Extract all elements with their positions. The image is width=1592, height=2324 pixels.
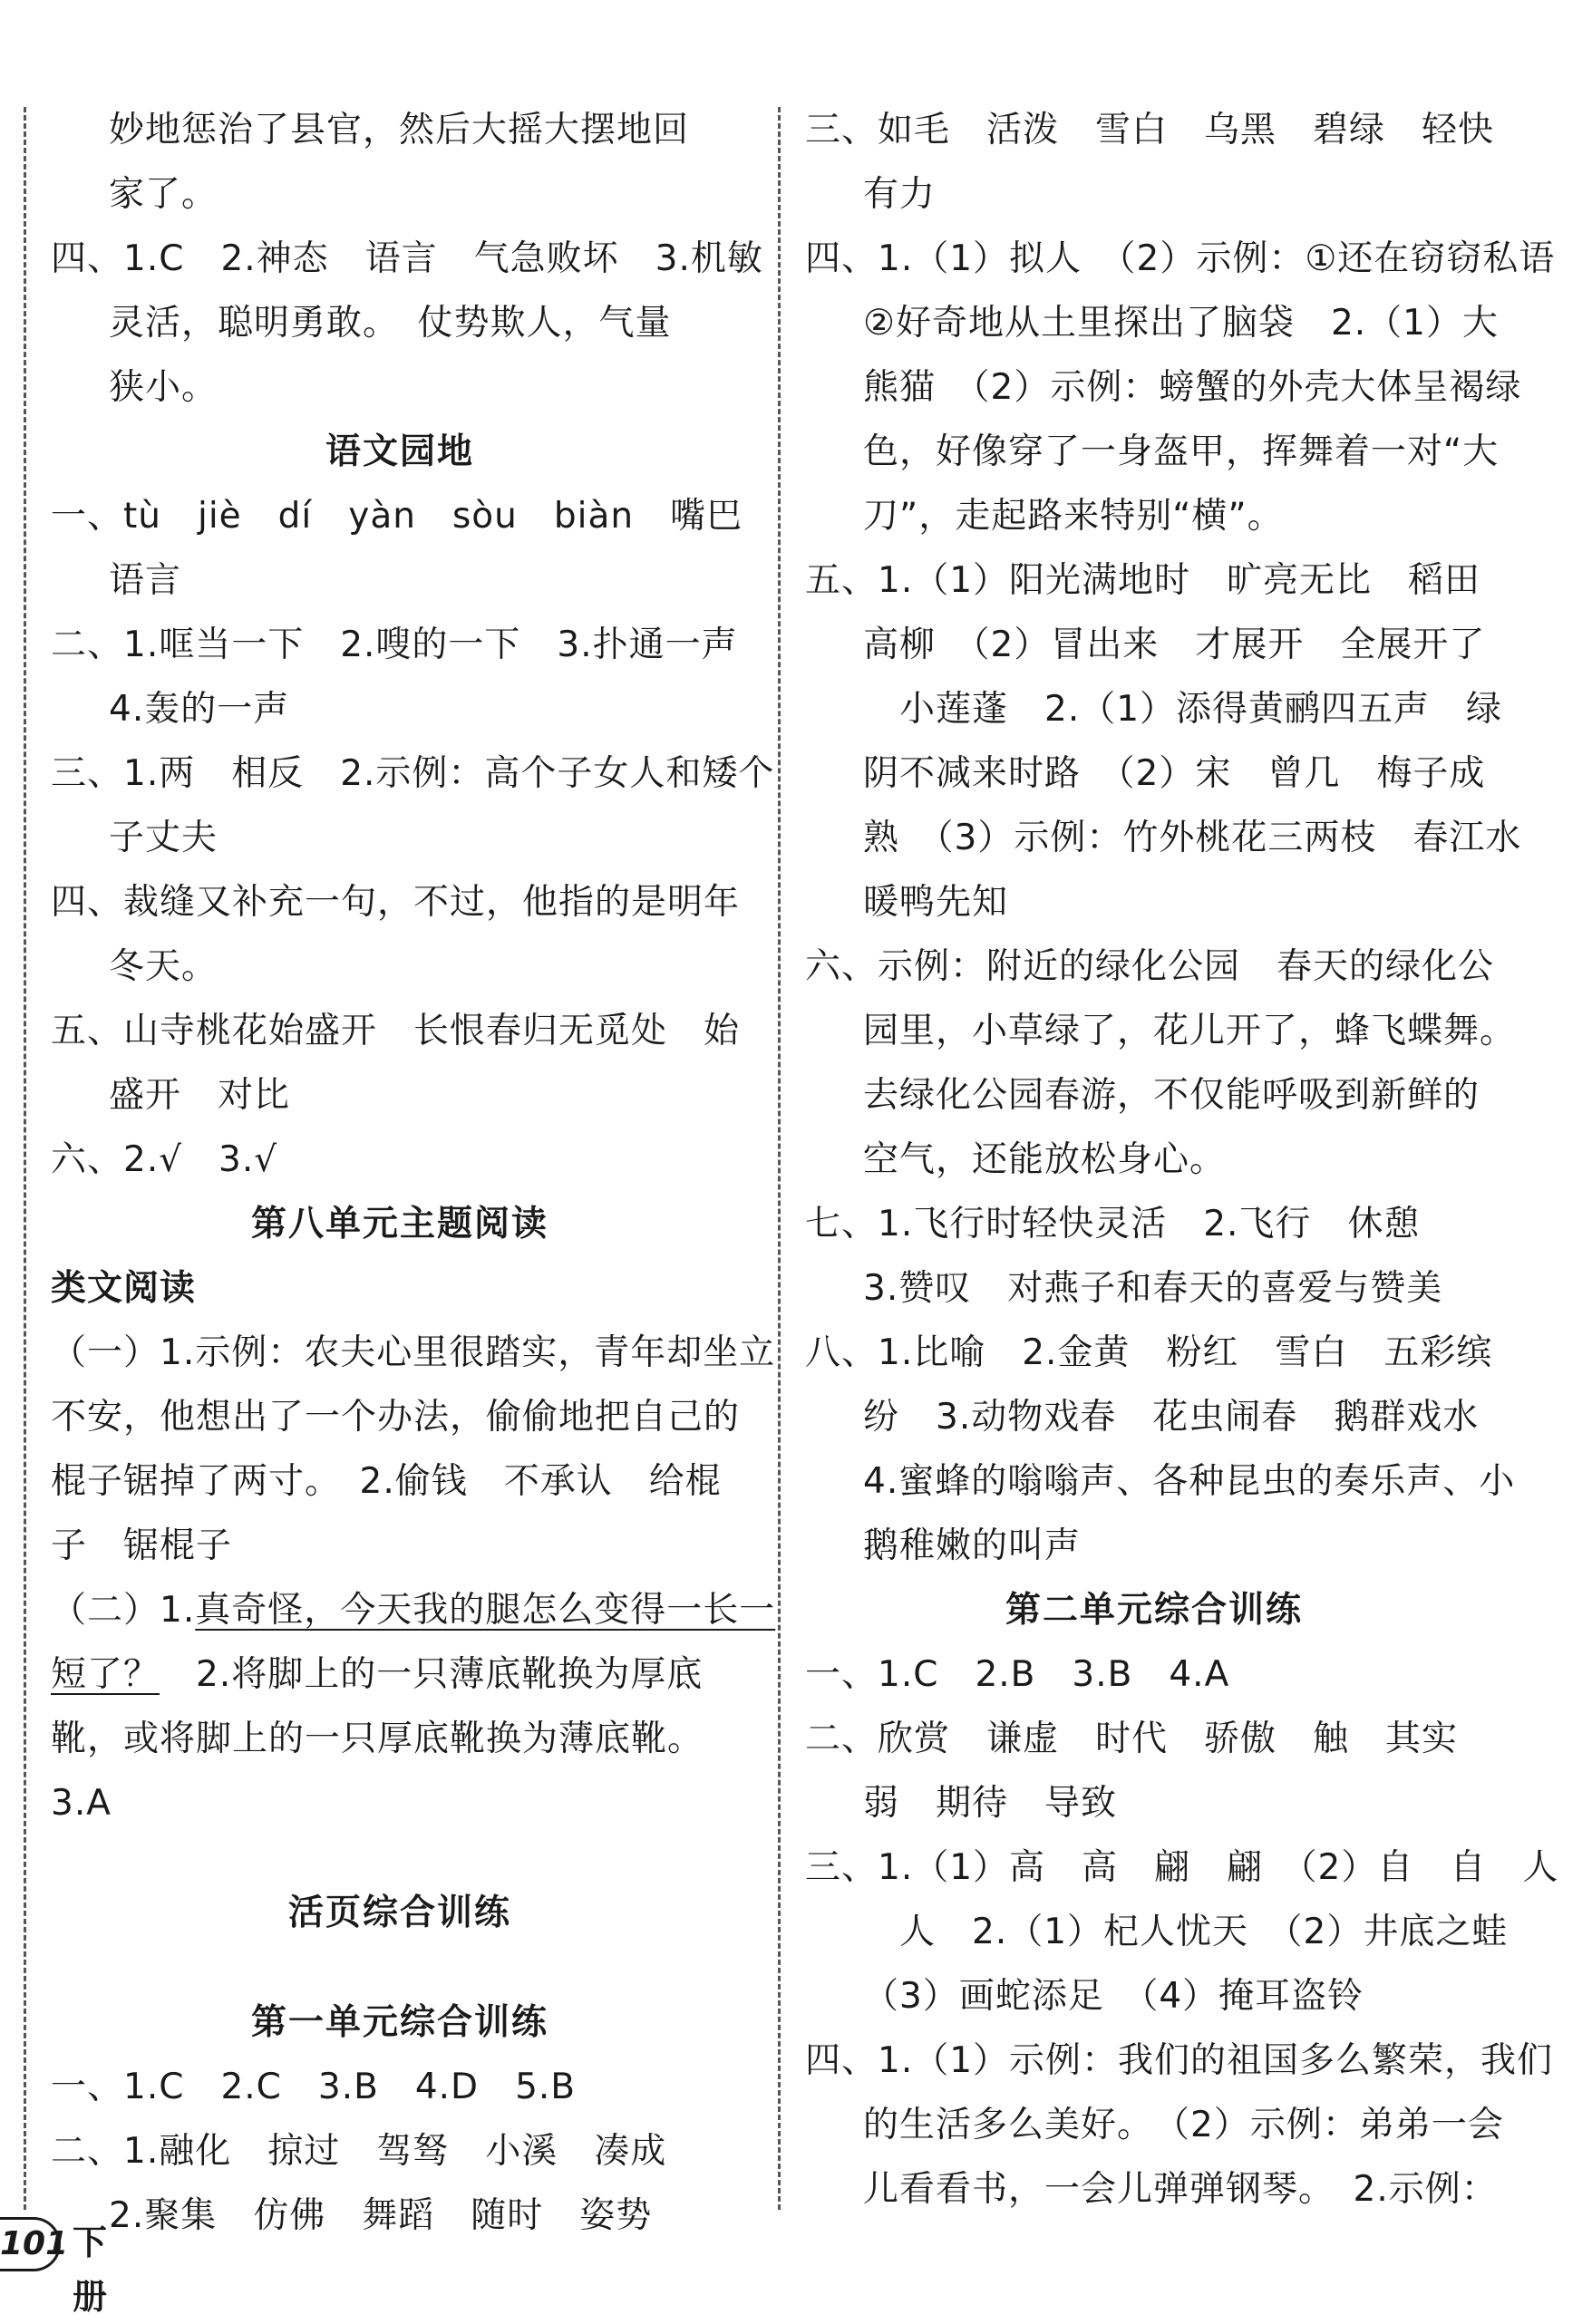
answer-line: 空气，还能放松身心。 (863, 1139, 1227, 1180)
answer-line: 四、1.（1）拟人 （2）示例：①还在窃窃私语 (805, 238, 1556, 279)
underlined-answer: 短了？ (51, 1654, 160, 1695)
section-heading: 第八单元主题阅读 (250, 1204, 548, 1244)
answer-line: 短了？ 2.将脚上的一只薄底靴换为厚底 (51, 1654, 704, 1695)
answer-line: 的生活多么美好。 （2）示例：弟弟一会 (863, 2105, 1504, 2145)
answer-line: 3.A (51, 1783, 112, 1824)
answer-line: 色，好像穿了一身盔甲，挥舞着一对“大 (863, 431, 1500, 472)
column-divider (778, 107, 781, 2210)
answer-line: 2.聚集 仿佛 舞蹈 随时 姿势 (109, 2195, 653, 2236)
right-column (805, 98, 1559, 2222)
answer-line: 小莲蓬 2.（1）添得黄鹂四五声 绿 (899, 689, 1503, 730)
section-heading: 活页综合训练 (287, 1893, 511, 1933)
answer-line: 三、如毛 活泼 雪白 乌黑 碧绿 轻快 (805, 110, 1495, 150)
answer-line: 4.蜜蜂的嗡嗡声、各种昆虫的奏乐声、小 (863, 1461, 1516, 1502)
answer-line: 靴，或将脚上的一只厚底靴换为薄底靴。 (51, 1719, 704, 1759)
answer-line: 棍子锯掉了两寸。 2.偷钱 不承认 给棍 (51, 1461, 722, 1502)
spacer (51, 1945, 749, 1990)
answer-line: （3）画蛇添足 （4）掩耳盗铃 (863, 1976, 1364, 2017)
answer-line: 六、2.√ 3.√ (51, 1139, 278, 1180)
answer-line: 4.轰的一声 (109, 689, 290, 730)
answer-line: 高柳 （2）冒出来 才展开 全展开了 (863, 625, 1486, 665)
answer-line: 刀”，走起路来特别“横”。 (863, 496, 1284, 537)
answer-line: 四、1.（1）示例：我们的祖国多么繁荣，我们 (805, 2040, 1554, 2081)
answer-line: 园里，小草绿了，花儿开了，蜂飞蝶舞。 (863, 1011, 1517, 1051)
answer-line: 暖鸭先知 (863, 882, 1009, 923)
answer-line: 五、山寺桃花始盛开 长恨春归无觅处 始 (51, 1011, 741, 1051)
answer-line: 儿看看书，一会儿弹弹钢琴。 2.示例： (863, 2169, 1498, 2210)
answer-line: 纷 3.动物戏春 花虫闹春 鹅群戏水 (863, 1397, 1480, 1438)
answer-line: 二、1.哐当一下 2.嗖的一下 3.扑通一声 (51, 625, 738, 665)
subsection-heading: 类文阅读 (51, 1268, 197, 1309)
answer-line: 三、1.（1）高 高 翩 翩 （2）自 自 人 (805, 1847, 1559, 1888)
section-heading: 第二单元综合训练 (1005, 1590, 1303, 1631)
answer-line: 弱 期待 导致 (863, 1783, 1118, 1824)
answer-line: 家了。 (109, 174, 218, 215)
answer-line: 鹅稚嫩的叫声 (863, 1525, 1082, 1566)
left-margin-rule (24, 107, 26, 2210)
underlined-answer: 真奇怪，今天我的腿怎么变得一长一 (195, 1590, 776, 1631)
answer-line: 不安，他想出了一个办法，偷偷地把自己的 (51, 1397, 741, 1438)
answer-line: 妙地惩治了县官，然后大摇大摆地回 (109, 110, 690, 150)
section-heading: 第一单元综合训练 (250, 2002, 548, 2043)
answer-line: 四、裁缝又补充一句，不过，他指的是明年 (51, 882, 741, 923)
answer-line: 二、欣赏 谦虚 时代 骄傲 触 其实 (805, 1719, 1459, 1759)
answer-line: 去绿化公园春游，不仅能呼吸到新鲜的 (863, 1075, 1480, 1116)
answer-line: 四、1.C 2.神态 语言 气急败坏 3.机敏 (51, 238, 763, 279)
answer-line: 语言 (109, 560, 182, 601)
section-heading: 语文园地 (325, 431, 474, 472)
answer-line: ②好奇地从土里探出了脑袋 2.（1）大 (863, 303, 1499, 344)
answer-line: 八、1.比喻 2.金黄 粉红 雪白 五彩缤 (805, 1332, 1493, 1373)
book-part-label: 下册 (73, 2222, 108, 2317)
page-number: 101 (0, 2217, 61, 2271)
answer-line: 二、1.融化 掠过 驾驽 小溪 凑成 (51, 2131, 667, 2172)
answer-line: 冬天。 (109, 946, 218, 987)
answer-line: 子丈夫 (109, 818, 218, 858)
answer-line: 阴不减来时路 （2）宋 曾几 梅子成 (863, 753, 1486, 794)
answer-line: 一、tù jiè dí yàn sòu biàn 嘴巴 (51, 496, 743, 537)
answer-line: 人 2.（1）杞人忧天 （2）井底之蛙 (899, 1912, 1509, 1952)
answer-line: 熊猫 （2）示例：螃蟹的外壳大体呈褐绿 (863, 367, 1522, 408)
answer-line: 三、1.两 相反 2.示例：高个子女人和矮个 (51, 753, 775, 794)
answer-line: 狭小。 (109, 367, 218, 408)
answer-line: 熟 （3）示例：竹外桃花三两枝 春江水 (863, 818, 1522, 858)
answer-line: 灵活，聪明勇敢。 仗势欺人，气量 (109, 303, 672, 344)
answer-line: （二）1.真奇怪，今天我的腿怎么变得一长一 (51, 1590, 776, 1631)
answer-line: 七、1.飞行时轻快灵活 2.飞行 休憩 (805, 1204, 1421, 1244)
left-column (51, 98, 776, 2248)
answer-line: 盛开 对比 (109, 1075, 291, 1116)
answer-line: 六、示例：附近的绿化公园 春天的绿化公 (805, 946, 1495, 987)
answer-line: 五、1.（1）阳光满地时 旷亮无比 稻田 (805, 560, 1481, 601)
answer-line: 3.赞叹 对燕子和春天的喜爱与赞美 (863, 1268, 1443, 1309)
answer-line: （一）1.示例：农夫心里很踏实，青年却坐立 (51, 1332, 776, 1373)
answer-line: 子 锯棍子 (51, 1525, 233, 1566)
spacer (51, 1835, 749, 1881)
answer-line: 一、1.C 2.C 3.B 4.D 5.B (51, 2067, 577, 2107)
answer-line: 有力 (863, 174, 937, 215)
answer-line: 一、1.C 2.B 3.B 4.A (805, 1654, 1230, 1695)
